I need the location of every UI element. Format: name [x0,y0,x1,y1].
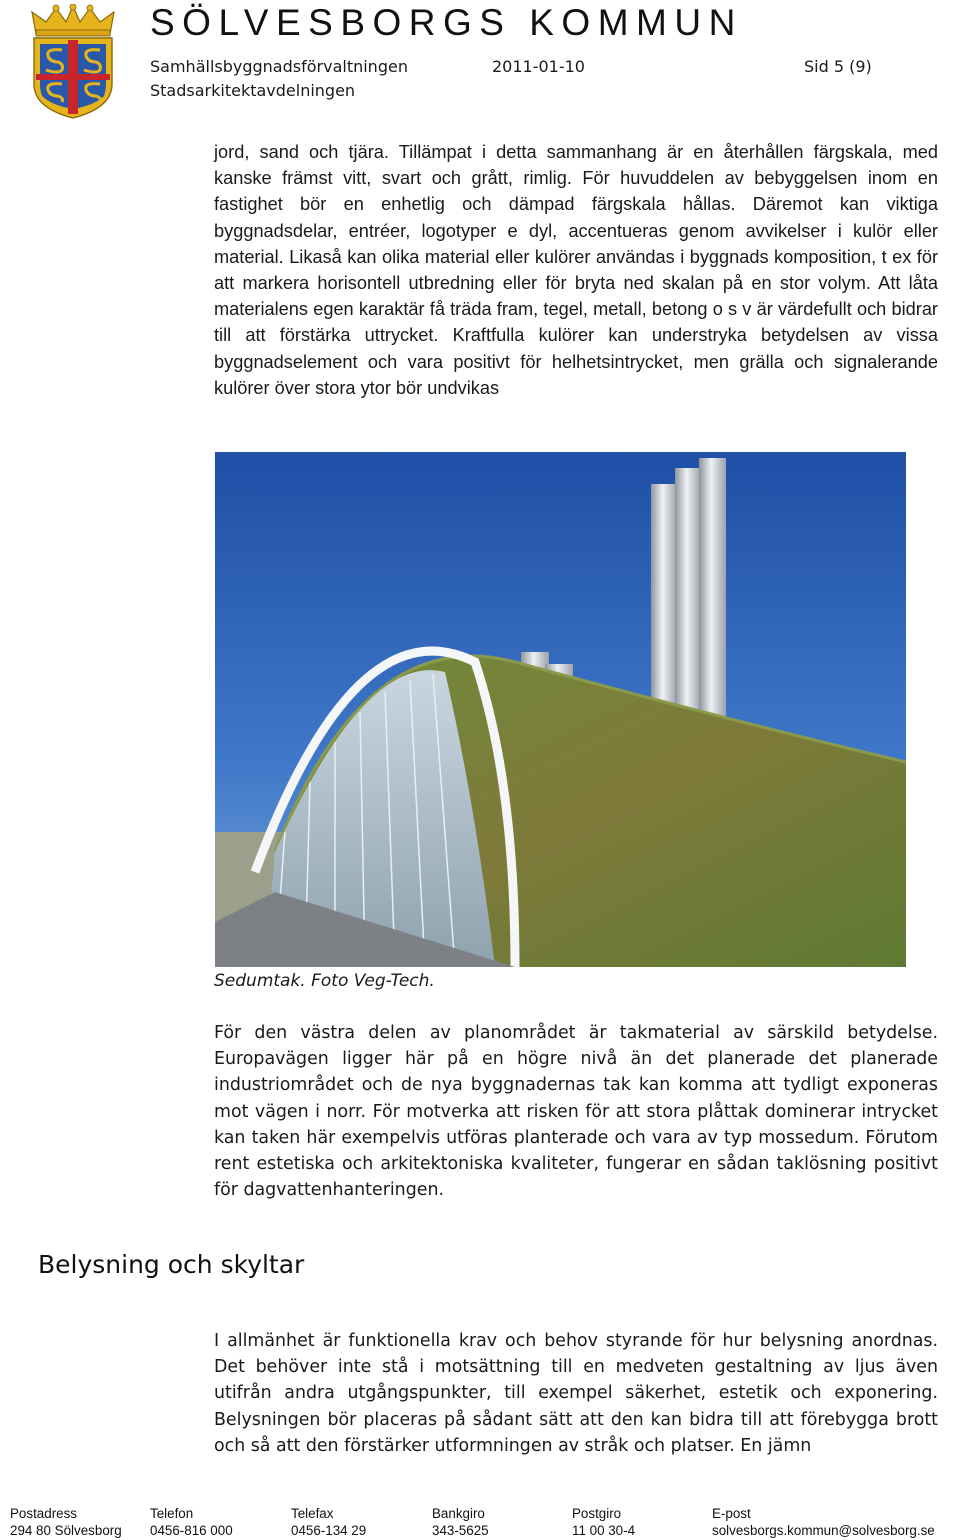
footer-postal-address [10,1505,122,1539]
body-paragraph-2: För den västra delen av planområdet är takmaterial av särskild betydelse. Europavägen ligger här på en högre nivå än det planerade det planerade industriområdet och de nya byggnadernas tak kan komma att tydligt exponeras mot vägen i norr. För motverka att risken för att stora plåttak dominerar intrycket kan taken här exempelvis utföras planterade och vara av typ mossedum. Förutom rent estetiska och arkitektoniska kvaliteter, fungerar en sådan taklösning positivt för dagvattenhanteringen. [214,1023,938,1201]
footer-contact-info [0,1505,960,1540]
body-paragraph-1: jord, sand och tjära. Tillämpat i detta sammanhang är en återhållen färgskala, med kanske främst vitt, svart och grått, rimlig. För huvuddelen av bebyggelsen inom en fastighet bör en enhetlig och dämpad färgskala hållas. Däremot kan viktiga byggnadsdelar, entréer, logotyper e dyl, accentueras genom avvikelser i kulör eller material. Likaså kan olika material eller kulörer användas i byggnads komposition, t ex för att markera horisontell utbredning eller för bryta ned skalan på en stor volym. Att låta materialens egen karaktär få träda fram, tegel, metall, betong o s v är värdefullt och bidrar till att förstärka uttrycket. Kraftfulla kulörer kan understryka betydelsen av vissa byggnadselement och vara positivt för helhetsintrycket, men grälla och signalerande kulörer över stora ytor bör undvikas [214,142,938,398]
page-number: Sid 5 (9) [804,57,872,76]
footer-label: Postadress [10,1506,77,1521]
footer-value[interactable]: solvesborgs.kommun@solvesborg.se [712,1523,935,1538]
municipal-coat-of-arms-logo [28,4,118,120]
department-name: Samhällsbyggnadsförvaltningen [150,57,408,76]
photo-caption: Sedumtak. Foto Veg-Tech. [214,971,435,991]
footer-value: 294 80 Sölvesborg [10,1523,122,1538]
footer-value: 11 00 30-4 [572,1523,636,1538]
footer-bankgiro [432,1505,489,1539]
document-date: 2011-01-10 [492,57,585,76]
section-heading: Belysning och skyltar [38,1250,305,1279]
organization-name: SÖLVESBORGS KOMMUN [150,2,743,43]
footer-label: Telefon [150,1506,194,1521]
footer-postgiro [572,1505,635,1539]
footer-fax [291,1505,366,1539]
footer-label: Postgiro [572,1506,622,1521]
footer-label: Telefax [291,1506,334,1521]
footer-label: Bankgiro [432,1506,485,1521]
footer-email [712,1505,935,1539]
sedum-roof-photo [215,452,906,967]
footer-value: 0456-816 000 [150,1523,233,1538]
footer-label: E-post [712,1506,751,1521]
division-name: Stadsarkitektavdelningen [150,81,356,100]
body-paragraph-3: I allmänhet är funktionella krav och behov styrande för hur belysning anordnas. Det behöver inte stå i motsättning till en medveten gestaltning av ljus även utifrån andra utgångspunkter, till exempel säkerhet, estetik och exponering. Belysningen bör placeras på sådant sätt att den kan bidra till att förebygga brott och så att den förstärker utformningen av stråk och platser. En jämn [214,1331,938,1456]
footer-value: 0456-134 29 [291,1523,367,1538]
footer-value: 343-5625 [432,1523,489,1538]
footer-phone [150,1505,233,1539]
